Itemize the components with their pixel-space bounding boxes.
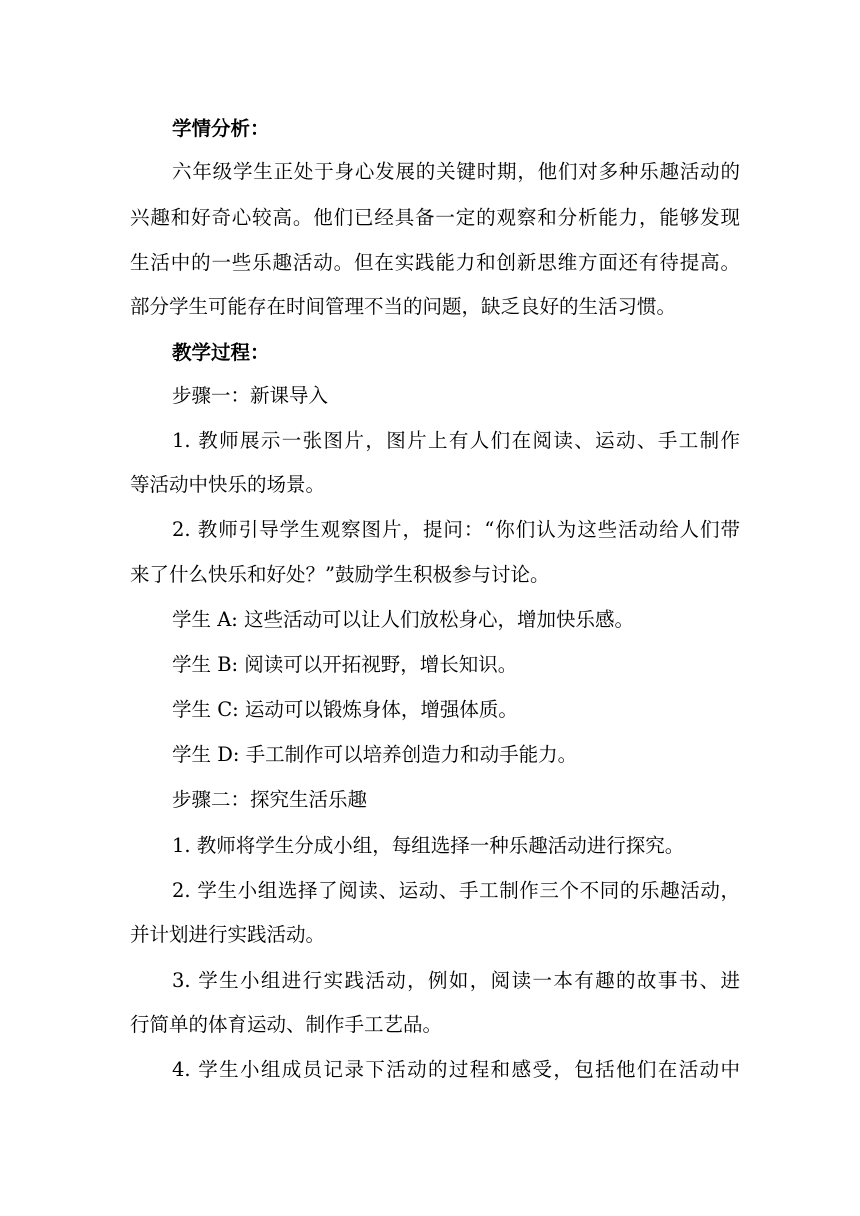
step1-title: 步骤一：新课导入 [172, 384, 329, 407]
step1-item2-line-1: 2. 教师引导学生观察图片，提问：“你们认为这些活动给人们带 [172, 518, 740, 541]
step2-item3-line-1: 3. 学生小组进行实践活动，例如，阅读一本有趣的故事书、进 [172, 969, 740, 992]
analysis-paragraph-line-1: 六年级学生正处于身心发展的关键时期，他们对多种乐趣活动的 [172, 160, 740, 183]
analysis-paragraph-line-2: 兴趣和好奇心较高。他们已经具备一定的观察和分析能力，能够发现 [130, 206, 740, 229]
step2-item1: 1. 教师将学生分成小组，每组选择一种乐趣活动进行探究。 [172, 834, 685, 857]
step2-item4-line-1: 4. 学生小组成员记录下活动的过程和感受，包括他们在活动中 [172, 1058, 740, 1081]
step2-item2-line-1: 2. 学生小组选择了阅读、运动、手工制作三个不同的乐趣活动， [172, 879, 740, 902]
step1-item2-line-2: 来了什么快乐和好处？”鼓励学生积极参与讨论。 [130, 563, 550, 586]
student-c-answer: 学生 C: 运动可以锻炼身体，增强体质。 [172, 698, 518, 721]
analysis-paragraph-line-3: 生活中的一些乐趣活动。但在实践能力和创新思维方面还有待提高。 [130, 251, 740, 274]
step1-item1-line-2: 等活动中快乐的场景。 [130, 473, 326, 496]
student-b-answer: 学生 B: 阅读可以开拓视野，增长知识。 [172, 653, 518, 676]
process-heading: 教学过程： [172, 341, 270, 364]
student-a-answer: 学生 A: 这些活动可以让人们放松身心，增加快乐感。 [172, 608, 635, 631]
student-d-answer: 学生 D: 手工制作可以培养创造力和动手能力。 [172, 743, 578, 766]
analysis-heading: 学情分析： [172, 117, 270, 140]
step2-item2-line-2: 并计划进行实践活动。 [130, 923, 326, 946]
analysis-paragraph-line-4: 部分学生可能存在时间管理不当的问题，缺乏良好的生活习惯。 [130, 295, 677, 318]
step1-item1-line-1: 1. 教师展示一张图片，图片上有人们在阅读、运动、手工制作 [172, 429, 740, 452]
step2-title: 步骤二：探究生活乐趣 [172, 788, 368, 811]
step2-item3-line-2: 行简单的体育运动、制作手工艺品。 [130, 1013, 443, 1036]
